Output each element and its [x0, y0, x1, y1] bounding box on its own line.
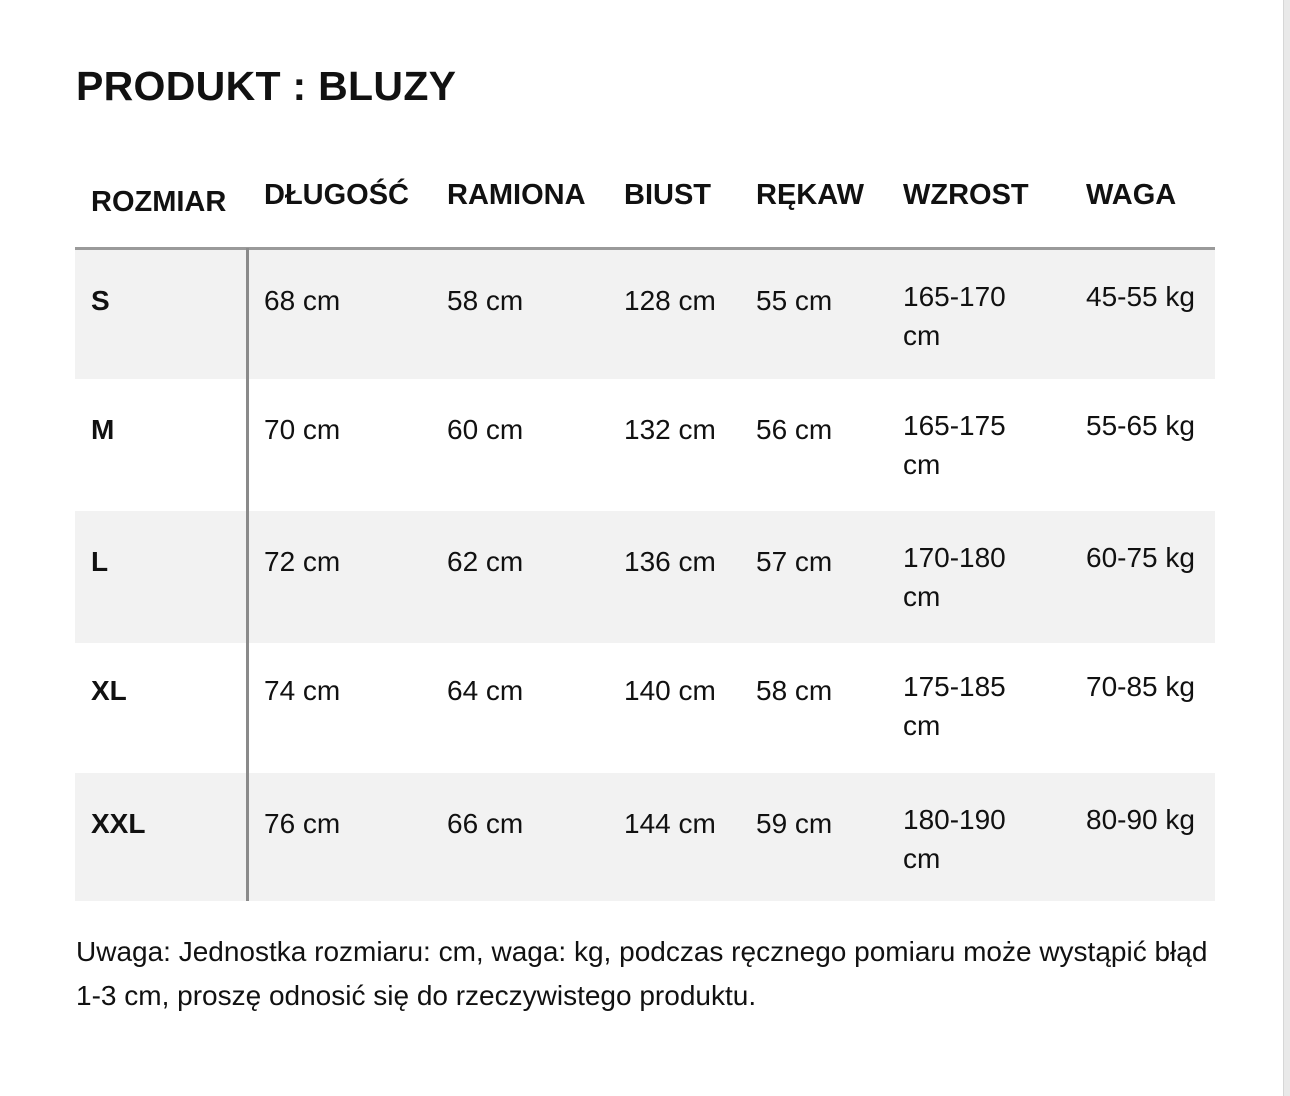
header-sleeve: RĘKAW — [756, 179, 864, 211]
cell-sleeve: 56 cm — [756, 414, 833, 445]
cell-size: XXL — [91, 808, 146, 839]
cell-height: 165-175 cm — [903, 410, 1006, 480]
header-height: WZROST — [903, 179, 1029, 211]
cell-height: 165-170 cm — [903, 281, 1006, 351]
cell-length: 76 cm — [264, 808, 341, 839]
cell-chest: 136 cm — [624, 546, 716, 577]
cell-height: 170-180 cm — [903, 542, 1006, 612]
cell-shoulders: 60 cm — [447, 414, 524, 445]
cell-chest: 128 cm — [624, 285, 716, 316]
header-chest: BIUST — [624, 179, 711, 211]
cell-sleeve: 59 cm — [756, 808, 833, 839]
cell-size: XL — [91, 675, 127, 706]
cell-shoulders: 66 cm — [447, 808, 524, 839]
cell-size: M — [91, 414, 115, 445]
cell-weight: 70-85 kg — [1086, 671, 1195, 702]
page-title: PRODUKT : BLUZY — [76, 63, 457, 109]
cell-height: 175-185 cm — [903, 671, 1006, 741]
cell-height: 180-190 cm — [903, 804, 1006, 874]
cell-length: 74 cm — [264, 675, 341, 706]
header-shoulders: RAMIONA — [447, 179, 586, 211]
cell-length: 72 cm — [264, 546, 341, 577]
table-header-row — [75, 160, 1215, 250]
cell-weight: 55-65 kg — [1086, 410, 1195, 441]
cell-length: 68 cm — [264, 285, 341, 316]
header-length: DŁUGOŚĆ — [264, 179, 409, 211]
cell-chest: 132 cm — [624, 414, 716, 445]
cell-chest: 144 cm — [624, 808, 716, 839]
cell-weight: 60-75 kg — [1086, 542, 1195, 573]
cell-chest: 140 cm — [624, 675, 716, 706]
cell-sleeve: 57 cm — [756, 546, 833, 577]
cell-sleeve: 55 cm — [756, 285, 833, 316]
cell-size: L — [91, 546, 109, 577]
measurement-note: Uwaga: Jednostka rozmiaru: cm, waga: kg, podczas ręcznego pomiaru może wystąpić błąd 1-3 cm, proszę odnosić się do rzeczywistego produktu. — [76, 936, 1208, 1011]
column-divider — [246, 248, 249, 901]
cell-sleeve: 58 cm — [756, 675, 833, 706]
page-edge — [1283, 0, 1290, 1096]
cell-length: 70 cm — [264, 414, 341, 445]
cell-weight: 80-90 kg — [1086, 804, 1195, 835]
cell-weight: 45-55 kg — [1086, 281, 1195, 312]
header-weight: WAGA — [1086, 179, 1177, 211]
cell-shoulders: 62 cm — [447, 546, 524, 577]
header-size: ROZMIAR — [91, 186, 227, 218]
cell-shoulders: 58 cm — [447, 285, 524, 316]
cell-shoulders: 64 cm — [447, 675, 524, 706]
cell-size: S — [91, 285, 110, 316]
